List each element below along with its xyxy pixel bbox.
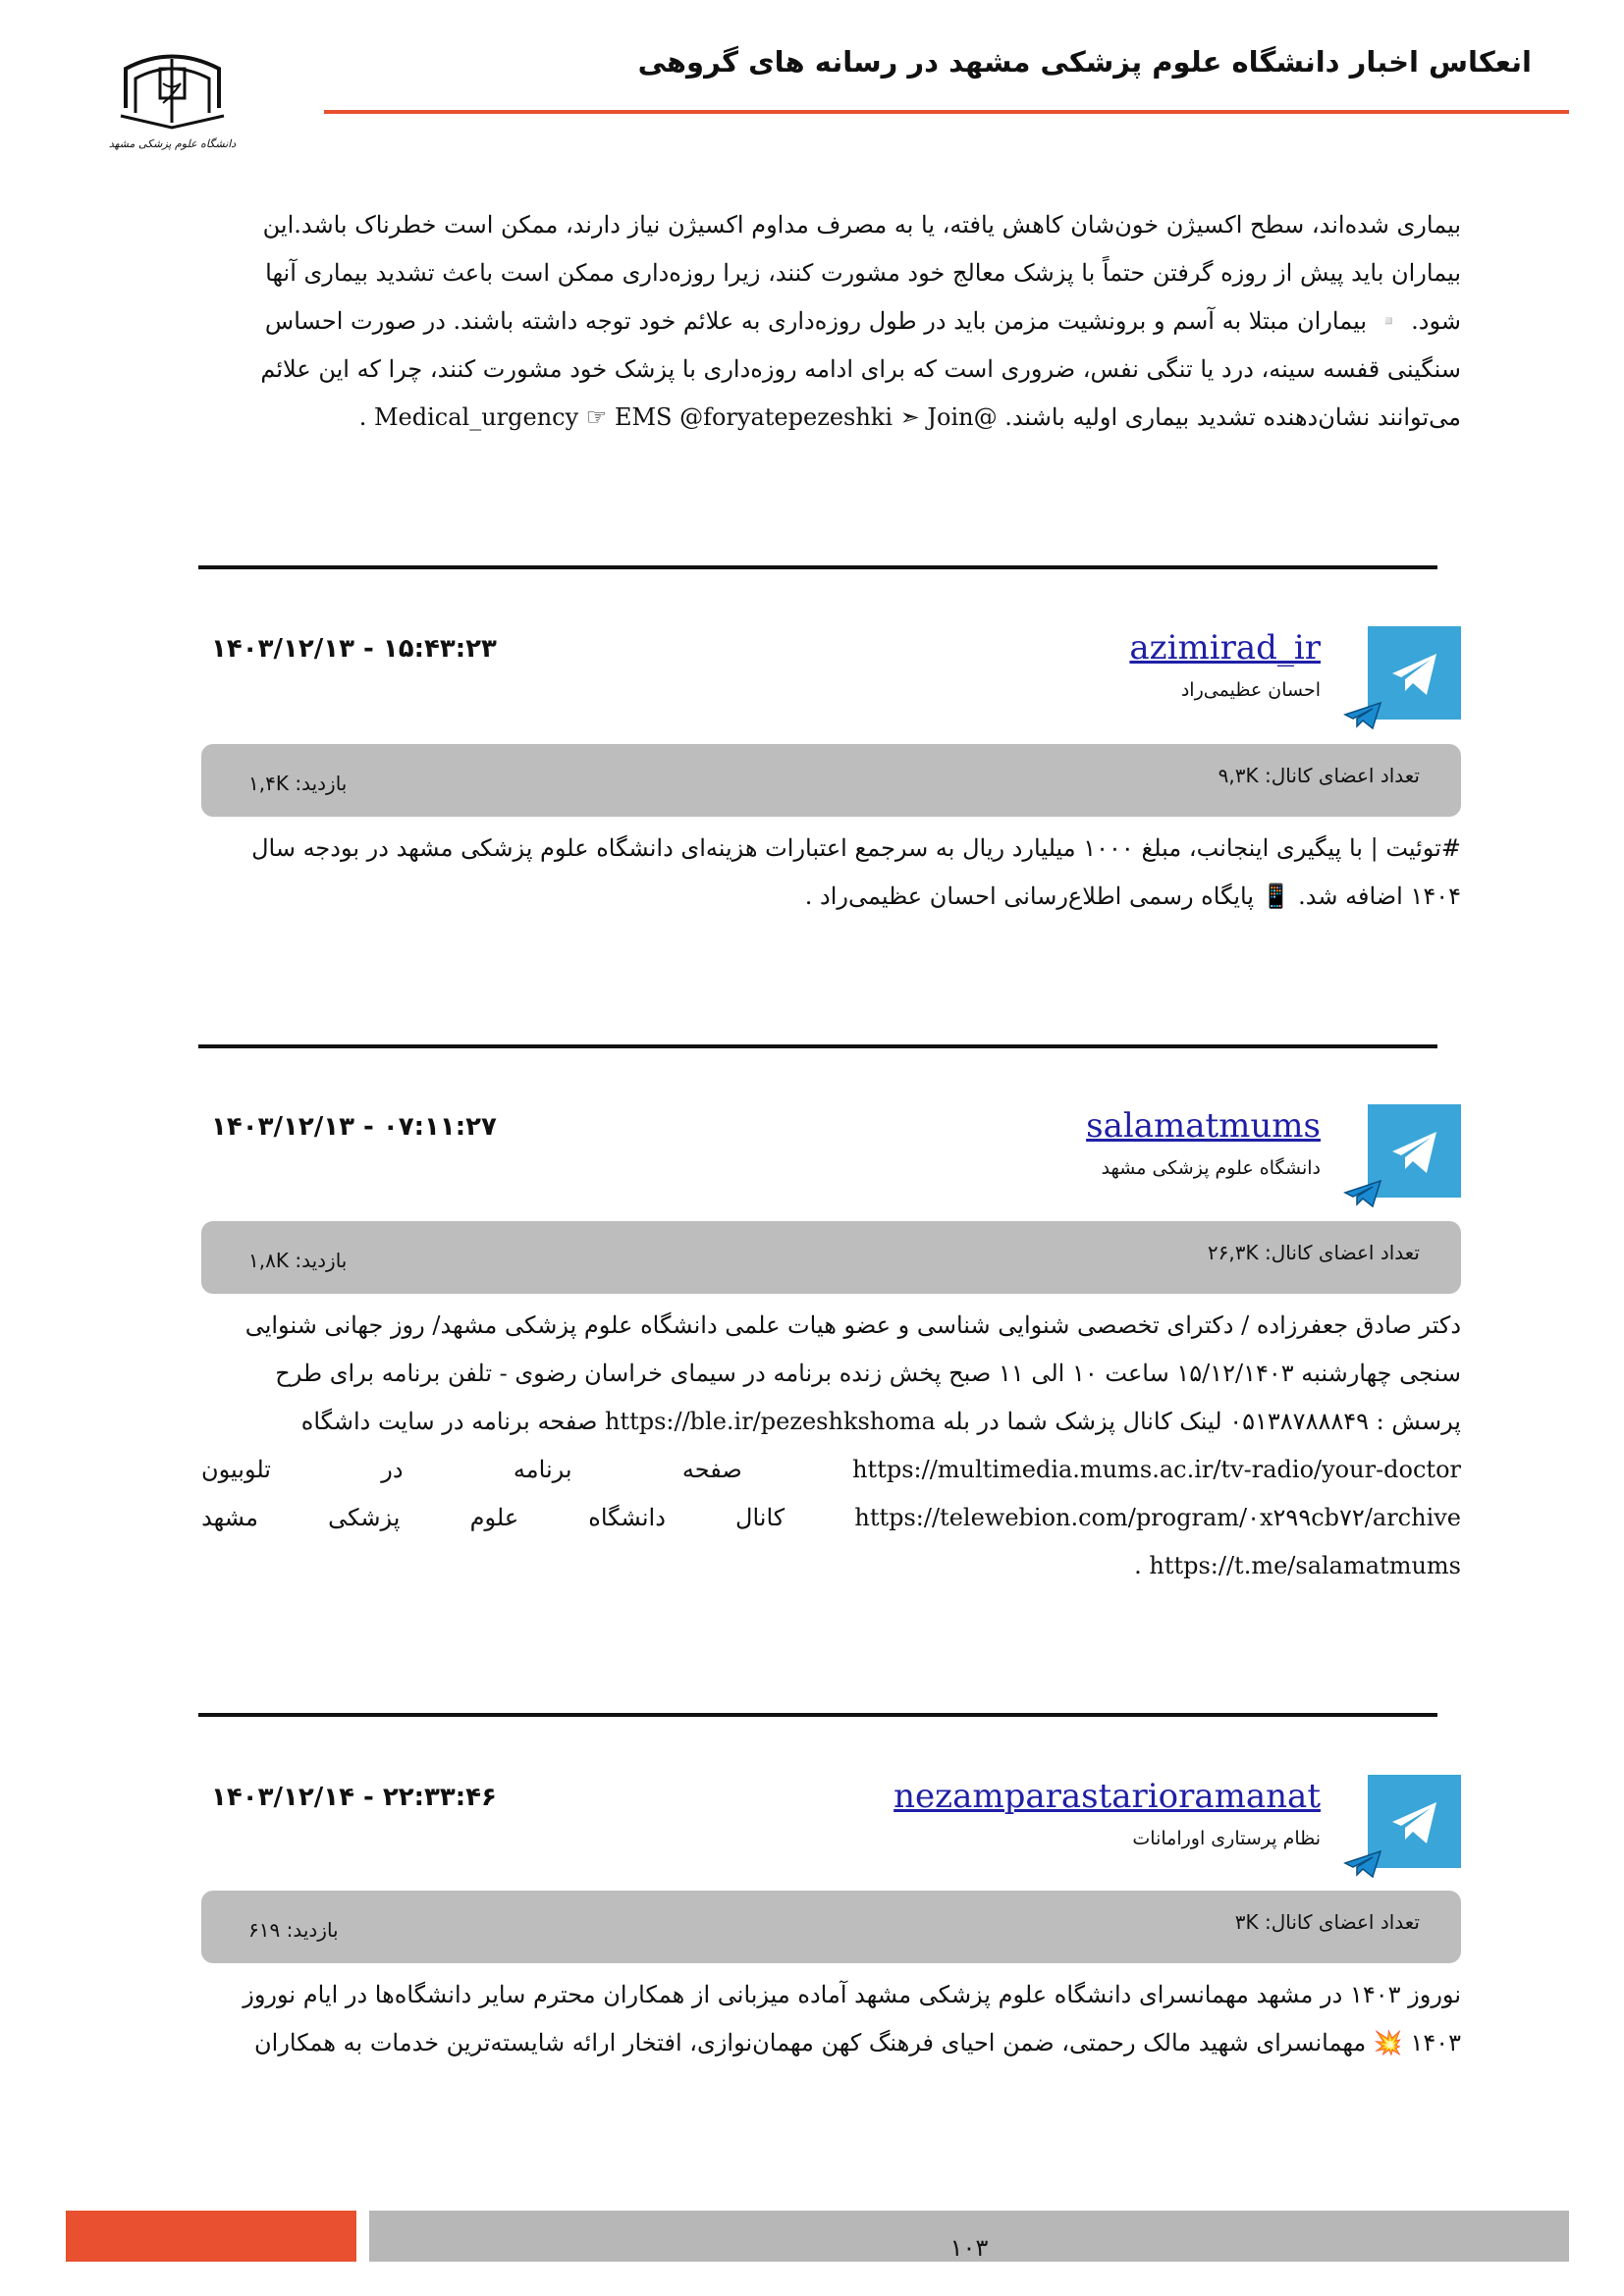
channel-handle-link[interactable]: salamatmums xyxy=(1086,1106,1321,1146)
post-header xyxy=(201,1104,1461,1202)
channel-name: احسان عظیمی‌راد xyxy=(1180,679,1321,701)
post-separator xyxy=(198,1044,1437,1048)
post-body-line: پرسش : ۰۵۱۳۸۷۸۸۸۴۹ لینک کانال پزشک شما در بله https://ble.ir/pezeshkshoma صفحه برنامه در سایت داشگاه xyxy=(300,1408,1461,1435)
post-body-line: ۱۴۰۳ 💥 مهمانسرای شهید مالک رحمتی، ضمن احیای فرهنگ کهن مهمان‌نوازی، افتخار ارائه شایسته‌ترین خدمات به همکاران xyxy=(254,2029,1461,2056)
telegram-plane-icon xyxy=(1343,1849,1382,1879)
word: پزشکی xyxy=(328,1504,401,1531)
post-body-line: سنجی چهارشنبه ۱۵/۱۲/۱۴۰۳ ساعت ۱۰ الی ۱۱ صبح پخش زنده برنامه در سیمای خراسان رضوی - تلفن برنامه برای طرح xyxy=(275,1360,1461,1387)
view-count: بازدید: ۶۱۹ xyxy=(248,1918,339,1942)
post-body-line: نوروز ۱۴۰۳ در مشهد مهمانسرای دانشگاه علوم پزشکی مشهد آماده میزبانی از همکاران محترم سایر دانشگاه‌ها در ایام نوروز xyxy=(243,1981,1461,2008)
post-body-line: ۱۴۰۴ اضافه شد. 📱 پایگاه رسمی اطلاع‌رسانی احسان عظیمی‌راد . xyxy=(804,882,1461,910)
channel-handle-link[interactable]: nezamparastarioramanat xyxy=(893,1777,1321,1816)
footer-accent-bar xyxy=(66,2211,356,2262)
post-body xyxy=(201,825,1461,921)
word: برنامه xyxy=(513,1456,572,1483)
post-datetime: ۲۲:۳۳:۴۶ - ۱۴۰۳/۱۲/۱۴ xyxy=(211,1783,497,1812)
url-link[interactable]: https://telewebion.com/program/۰x۲۹۹cb۷۲/archive xyxy=(854,1504,1461,1531)
telegram-plane-icon xyxy=(1343,701,1382,730)
post-body-line: #توئیت | با پیگیری اینجانب، مبلغ ۱۰۰۰ میلیارد ریال به سرجمع اعتبارات هزینه‌ای دانشگاه علوم پزشکی مشهد در بودجه سال xyxy=(251,834,1461,862)
post-separator xyxy=(198,565,1437,569)
post-datetime: ۰۷:۱۱:۲۷ - ۱۴۰۳/۱۲/۱۳ xyxy=(211,1112,497,1142)
post-body xyxy=(201,1302,1461,1590)
header-divider xyxy=(324,110,1569,114)
telegram-plane-icon xyxy=(1343,1179,1382,1208)
word: صفحه xyxy=(681,1456,742,1483)
member-count: تعداد اعضای کانال: ۲۶,۳K xyxy=(1207,1241,1420,1264)
url-link[interactable]: https://multimedia.mums.ac.ir/tv-radio/your-doctor xyxy=(852,1456,1461,1483)
member-count: تعداد اعضای کانال: ۳K xyxy=(1234,1910,1420,1934)
word: کانال xyxy=(735,1504,785,1531)
intro-line: می‌توانند نشان‌دهنده تشدید بیماری اولیه باشند. @Medical_urgency ☞ EMS @foryatepezeshki ➣ Join . xyxy=(358,403,1461,431)
word: در xyxy=(381,1456,404,1483)
intro-line: شود. ▫️ بیماران مبتلا به آسم و برونشیت مزمن باید در طول روزه‌داری به علائم خود توجه داشته باشند. در صورت احساس xyxy=(264,307,1461,335)
intro-paragraph xyxy=(201,201,1461,442)
channel-name: دانشگاه علوم پزشکی مشهد xyxy=(1101,1157,1321,1179)
word: تلوبیون xyxy=(201,1456,271,1483)
post-body-line: دکتر صادق جعفرزاده / دکترای تخصصی شنوایی شناسی و عضو هیات علمی دانشگاه علوم پزشکی مشهد/ روز جهانی شنوایی xyxy=(244,1311,1461,1339)
word: علوم xyxy=(469,1504,519,1531)
page-title: انعکاس اخبار دانشگاه علوم پزشکی مشهد در رسانه های گروهی xyxy=(637,45,1532,79)
logo-caption: دانشگاه علوم پزشکی مشهد xyxy=(108,137,237,150)
post-body-line xyxy=(201,1446,1461,1494)
intro-line: بیماران باید پیش از روزه گرفتن حتماً با پزشک معالج خود مشورت کنند، زیرا روزه‌داری ممکن است باعث تشدید بیماری آنها xyxy=(265,259,1461,287)
stats-bar xyxy=(201,744,1461,817)
view-count: بازدید: ۱,۴K xyxy=(248,772,348,795)
post-body-line xyxy=(201,1494,1461,1542)
word: مشهد xyxy=(201,1504,258,1531)
post-datetime: ۱۵:۴۳:۲۳ - ۱۴۰۳/۱۲/۱۳ xyxy=(211,634,497,664)
post-body-line: https://t.me/salamatmums . xyxy=(1134,1552,1461,1579)
post-separator xyxy=(198,1713,1437,1717)
channel-name: نظام پرستاری اورامانات xyxy=(1132,1828,1321,1849)
intro-line: بیماری شده‌اند، سطح اکسیژن خون‌شان کاهش یافته، یا به مصرف مداوم اکسیژن نیاز دارند، ممکن است خطرناک باشد.این xyxy=(262,211,1461,239)
intro-line: سنگینی قفسه سینه، درد یا تنگی نفس، ضروری است که برای ادامه روزه‌داری با پزشک خود مشورت کنند، چرا که این علائم xyxy=(260,355,1461,383)
page-number: ۱۰۳ xyxy=(949,2234,989,2262)
stats-bar xyxy=(201,1891,1461,1963)
post-header xyxy=(201,626,1461,724)
channel-handle-link[interactable]: azimirad_ir xyxy=(1129,628,1321,667)
member-count: تعداد اعضای کانال: ۹,۳K xyxy=(1218,764,1420,787)
word: دانشگاه xyxy=(588,1504,666,1531)
view-count: بازدید: ۱,۸K xyxy=(248,1249,348,1272)
post-header xyxy=(201,1775,1461,1873)
stats-bar xyxy=(201,1221,1461,1294)
post-body xyxy=(201,1971,1461,2067)
